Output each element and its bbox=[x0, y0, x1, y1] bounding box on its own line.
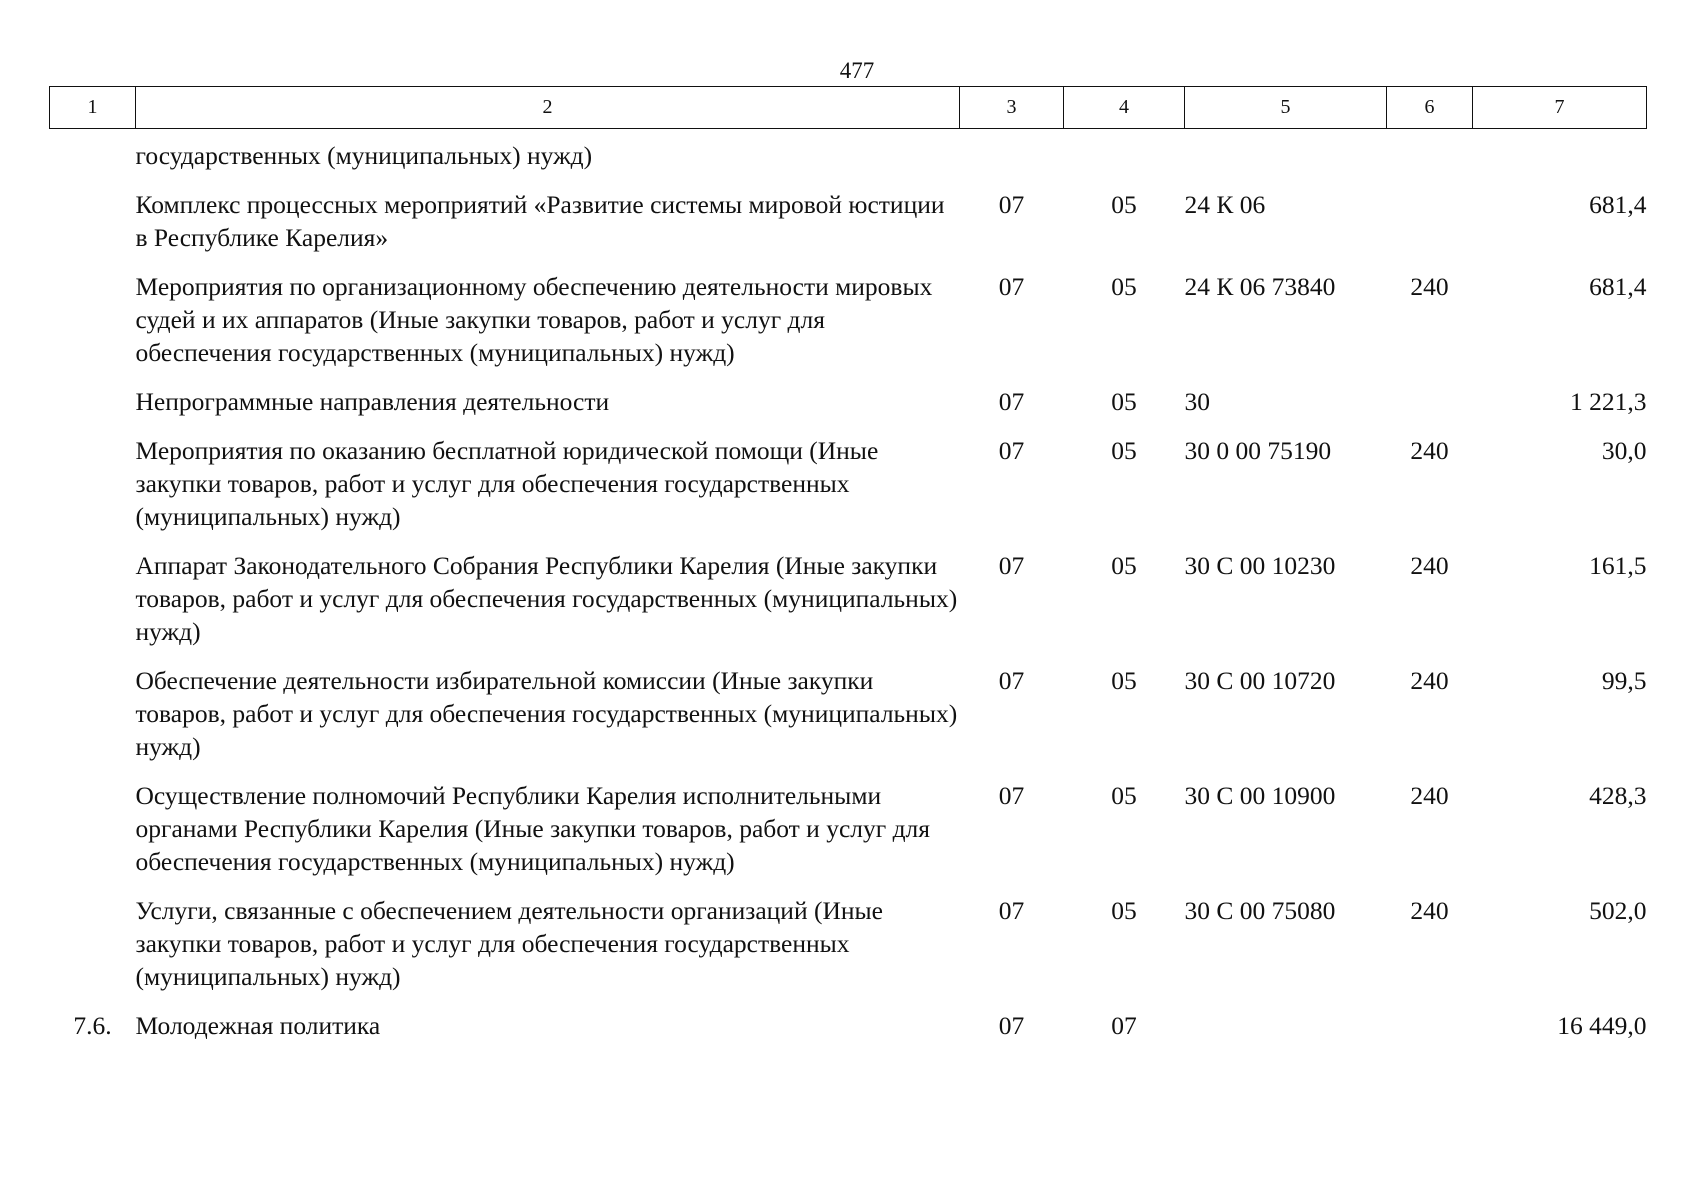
row-expense-type: 240 bbox=[1410, 272, 1449, 301]
row-name: Комплекс процессных мероприятий «Развитие системы мировой юстиции в Республике Карелия» bbox=[135, 190, 945, 252]
row-target-code bbox=[1185, 1009, 1387, 1058]
row-subsection: 05 bbox=[1111, 190, 1137, 219]
row-target-code: 30 0 00 75190 bbox=[1184, 436, 1332, 465]
row-target-code: 24 К 06 bbox=[1184, 190, 1266, 219]
table-row bbox=[50, 434, 1647, 549]
row-section: 07 bbox=[998, 666, 1025, 695]
row-amount: 99,5 bbox=[1601, 666, 1647, 695]
row-name: Молодежная политика bbox=[135, 1011, 381, 1040]
row-section: 07 bbox=[998, 387, 1025, 416]
row-number bbox=[50, 779, 136, 894]
row-amount bbox=[1473, 129, 1647, 189]
row-section: 07 bbox=[998, 190, 1025, 219]
column-header-6: 6 bbox=[1387, 87, 1473, 129]
row-section: 07 bbox=[998, 896, 1025, 925]
table-row bbox=[50, 894, 1647, 1009]
table-row bbox=[50, 129, 1647, 189]
row-section: 07 bbox=[998, 272, 1025, 301]
table-row bbox=[50, 385, 1647, 434]
row-name: Осуществление полномочий Республики Карелия исполнительными органами Республики Карелия (Иные закупки товаров, работ и услуг для обеспечения государственных (муниципальных) нужд) bbox=[135, 781, 931, 876]
row-subsection bbox=[1064, 129, 1185, 189]
row-name: Аппарат Законодательного Собрания Республики Карелия (Иные закупки товаров, работ и услуг для обеспечения государственных (муниципальных) нужд) bbox=[135, 551, 958, 646]
row-subsection: 05 bbox=[1111, 781, 1137, 810]
row-target-code: 30 С 00 10900 bbox=[1184, 781, 1336, 810]
row-amount: 1 221,3 bbox=[1570, 387, 1647, 416]
row-name: Обеспечение деятельности избирательной комиссии (Иные закупки товаров, работ и услуг для обеспечения государственных (муниципальных) нужд) bbox=[135, 666, 958, 761]
row-target-code: 30 С 00 10720 bbox=[1184, 666, 1336, 695]
row-number bbox=[50, 434, 136, 549]
row-target-code: 30 С 00 10230 bbox=[1184, 551, 1336, 580]
table-row bbox=[50, 1009, 1647, 1058]
column-header-4: 4 bbox=[1064, 87, 1185, 129]
column-header-5: 5 bbox=[1185, 87, 1387, 129]
row-expense-type: 240 bbox=[1410, 896, 1449, 925]
row-target-code: 30 bbox=[1184, 387, 1210, 416]
row-amount: 16 449,0 bbox=[1557, 1011, 1647, 1040]
row-amount: 681,4 bbox=[1589, 190, 1647, 219]
row-subsection: 05 bbox=[1111, 272, 1137, 301]
header-row bbox=[50, 87, 1647, 129]
row-number bbox=[50, 129, 136, 189]
row-number bbox=[50, 270, 136, 385]
row-subsection: 05 bbox=[1111, 896, 1137, 925]
column-header-2: 2 bbox=[136, 87, 960, 129]
row-subsection: 05 bbox=[1111, 551, 1137, 580]
row-name: Мероприятия по оказанию бесплатной юридической помощи (Иные закупки товаров, работ и услуг для обеспечения государственных (муниципальных) нужд) bbox=[135, 436, 879, 531]
row-expense-type: 240 bbox=[1410, 436, 1449, 465]
row-amount: 502,0 bbox=[1589, 896, 1647, 925]
row-number bbox=[50, 549, 136, 664]
row-expense-type bbox=[1387, 385, 1473, 434]
row-name: государственных (муниципальных) нужд) bbox=[135, 141, 593, 170]
row-amount: 681,4 bbox=[1589, 272, 1647, 301]
row-target-code: 24 К 06 73840 bbox=[1184, 272, 1336, 301]
row-target-code: 30 С 00 75080 bbox=[1184, 896, 1336, 925]
row-section: 07 bbox=[998, 436, 1025, 465]
table-row bbox=[50, 188, 1647, 270]
row-number bbox=[50, 894, 136, 1009]
row-expense-type bbox=[1387, 129, 1473, 189]
row-section: 07 bbox=[998, 551, 1025, 580]
row-subsection: 05 bbox=[1111, 387, 1137, 416]
row-number: 7.6. bbox=[73, 1011, 112, 1040]
row-number bbox=[50, 385, 136, 434]
row-name: Услуги, связанные с обеспечением деятельности организаций (Иные закупки товаров, работ и услуг для обеспечения государственных (муниципальных) нужд) bbox=[135, 896, 883, 991]
row-section bbox=[960, 129, 1064, 189]
row-expense-type: 240 bbox=[1410, 551, 1449, 580]
row-section: 07 bbox=[998, 1011, 1025, 1040]
row-subsection: 05 bbox=[1111, 666, 1137, 695]
row-target-code bbox=[1185, 129, 1387, 189]
row-section: 07 bbox=[998, 781, 1025, 810]
table-row bbox=[50, 779, 1647, 894]
row-subsection: 05 bbox=[1111, 436, 1137, 465]
table-row bbox=[50, 270, 1647, 385]
budget-table bbox=[49, 86, 1647, 1058]
row-amount: 30,0 bbox=[1601, 436, 1647, 465]
row-number bbox=[50, 664, 136, 779]
table-row bbox=[50, 664, 1647, 779]
row-amount: 428,3 bbox=[1589, 781, 1647, 810]
column-header-3: 3 bbox=[960, 87, 1064, 129]
row-amount: 161,5 bbox=[1589, 551, 1647, 580]
column-header-7: 7 bbox=[1473, 87, 1647, 129]
table-row bbox=[50, 549, 1647, 664]
row-expense-type: 240 bbox=[1410, 781, 1449, 810]
row-expense-type: 240 bbox=[1410, 666, 1449, 695]
row-number bbox=[50, 188, 136, 270]
row-name: Непрограммные направления деятельности bbox=[135, 387, 610, 416]
row-expense-type bbox=[1387, 188, 1473, 270]
row-expense-type bbox=[1387, 1009, 1473, 1058]
page-number: 477 bbox=[839, 58, 875, 83]
column-header-1: 1 bbox=[50, 87, 136, 129]
row-subsection: 07 bbox=[1111, 1011, 1137, 1040]
row-name: Мероприятия по организационному обеспечению деятельности мировых судей и их аппаратов (Иные закупки товаров, работ и услуг для обеспечения государственных (муниципальных) нужд) bbox=[135, 272, 933, 367]
